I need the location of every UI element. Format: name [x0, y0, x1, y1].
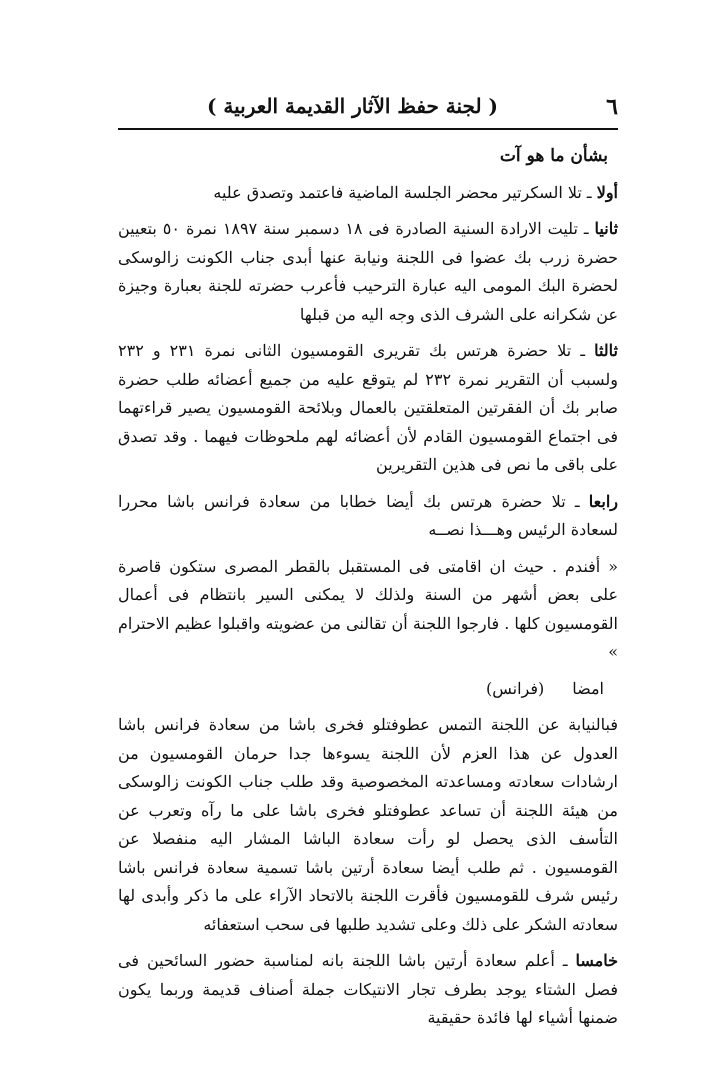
page-header: [118, 88, 618, 128]
paragraph-first: [118, 179, 618, 208]
paragraph-text: ـ تلا حضرة هرتس بك تقريرى القومسيون الثانى نمرة ٢٣١ و ٢٣٢ ولسبب أن التقرير نمرة ٢٣٢ لم يتوقع عليه من جميع أعضائه طلب حضرة صابر بك أن الفقرتين المتعلقتين بالعمال وبلائحة القومسيون يصير قراءتهما فى اجتماع القومسيون القادم لأن أعضائه لهم ملحوظات فيهما . وقد تصدق على باقى ما نص فى هذين التقريرين: [118, 341, 619, 474]
section-heading: بشأن ما هو آت: [499, 146, 608, 166]
signature-line: [118, 675, 618, 704]
quoted-letter: « أفندم . حيث ان اقامتى فى المستقبل بالقطر المصرى ستكون قاصرة على بعض أشهر من السنة ولذلك لا يمكنى السير بانتظام فى أعمال القومسيون كلها . فارجوا اللجنة أن تقالنى من عضويته واقبلوا عظيم الاحترام »: [118, 556, 618, 661]
signature-word: امضا: [572, 678, 604, 698]
signature-name: (فرانس): [485, 678, 545, 698]
paragraph-text: ـ تليت الارادة السنية الصادرة فى ١٨ دسمبر سنة ١٨٩٧ نمرة ٥٠ بتعيين حضرة زرب بك عضوا فى اللجنة ونيابة عنها أبدى جناب الكونت زالوسكى لحضرة البك المومى اليه عبارة الترحيب فأعرب حضرته للجنة بعبارة وجيزة عن شكرانه على الشرف الذى وجه اليه من قبلها: [118, 219, 618, 324]
paragraph-text: ـ أعلم سعادة أرتين باشا اللجنة بانه لمناسبة حضور السائحين فى فصل الشتاء يوجد بطرف تجار الانتيكات جملة أصناف قديمة وربما يكون ضمنها أشياء لها فائدة حقيقية: [118, 951, 618, 1027]
paragraph-label: خامسا: [575, 951, 619, 970]
header-rule: [118, 128, 618, 130]
paragraph-text: ـ تلا حضرة هرتس بك أيضا خطابا من سعادة فرانس باشا محررا لسعادة الرئيس وهـــذا نصــه: [118, 491, 618, 539]
paragraph-label: رابعا: [588, 491, 618, 511]
paragraph-text: ـ تلا السكرتير محضر الجلسة الماضية فاعتمد وتصدق عليه: [213, 182, 597, 202]
paragraph-fourth: [118, 488, 618, 545]
paragraph-after-quote: فبالنيابة عن اللجنة التمس عطوفتلو فخرى باشا من سعادة فرانس باشا العدول عن هذا العزم لأن اللجنة يسوءها جدا حرمان القومسيون من ارشادات سعادته ومساعدته المخصوصية وقد طلب جناب الكونت زالوسكى من هيئة اللجنة أن تساعد عطوفتلو فخرى باشا على ما رآه وتعرب عن التأسف الذى يحصل لو رأت سعادة الباشا المشار اليه منفصلا عن القومسيون . ثم طلب أيضا سعادة أرتين باشا تسمية سعادة فرانس باشا رئيس شرف للقومسيون فأقرت اللجنة بالاتحاد الآراء على ما ذكر وأبدى لها سعادته الشكر على ذلك وعلى تشديد طلبها فى سحب استعفائه: [118, 715, 619, 934]
paragraph-second: [118, 215, 618, 329]
paragraph-label: ثالثا: [594, 341, 618, 360]
paragraph-third: [118, 337, 618, 480]
document-body: [118, 142, 618, 1041]
paragraph-label: أولا: [596, 182, 618, 202]
paragraph-label: ثانيا: [594, 219, 619, 238]
page-number: ٦: [606, 94, 618, 120]
running-title: ( لجنة حفظ الآثار القديمة العربية ): [207, 94, 498, 118]
paragraph-fifth: [118, 947, 618, 1033]
